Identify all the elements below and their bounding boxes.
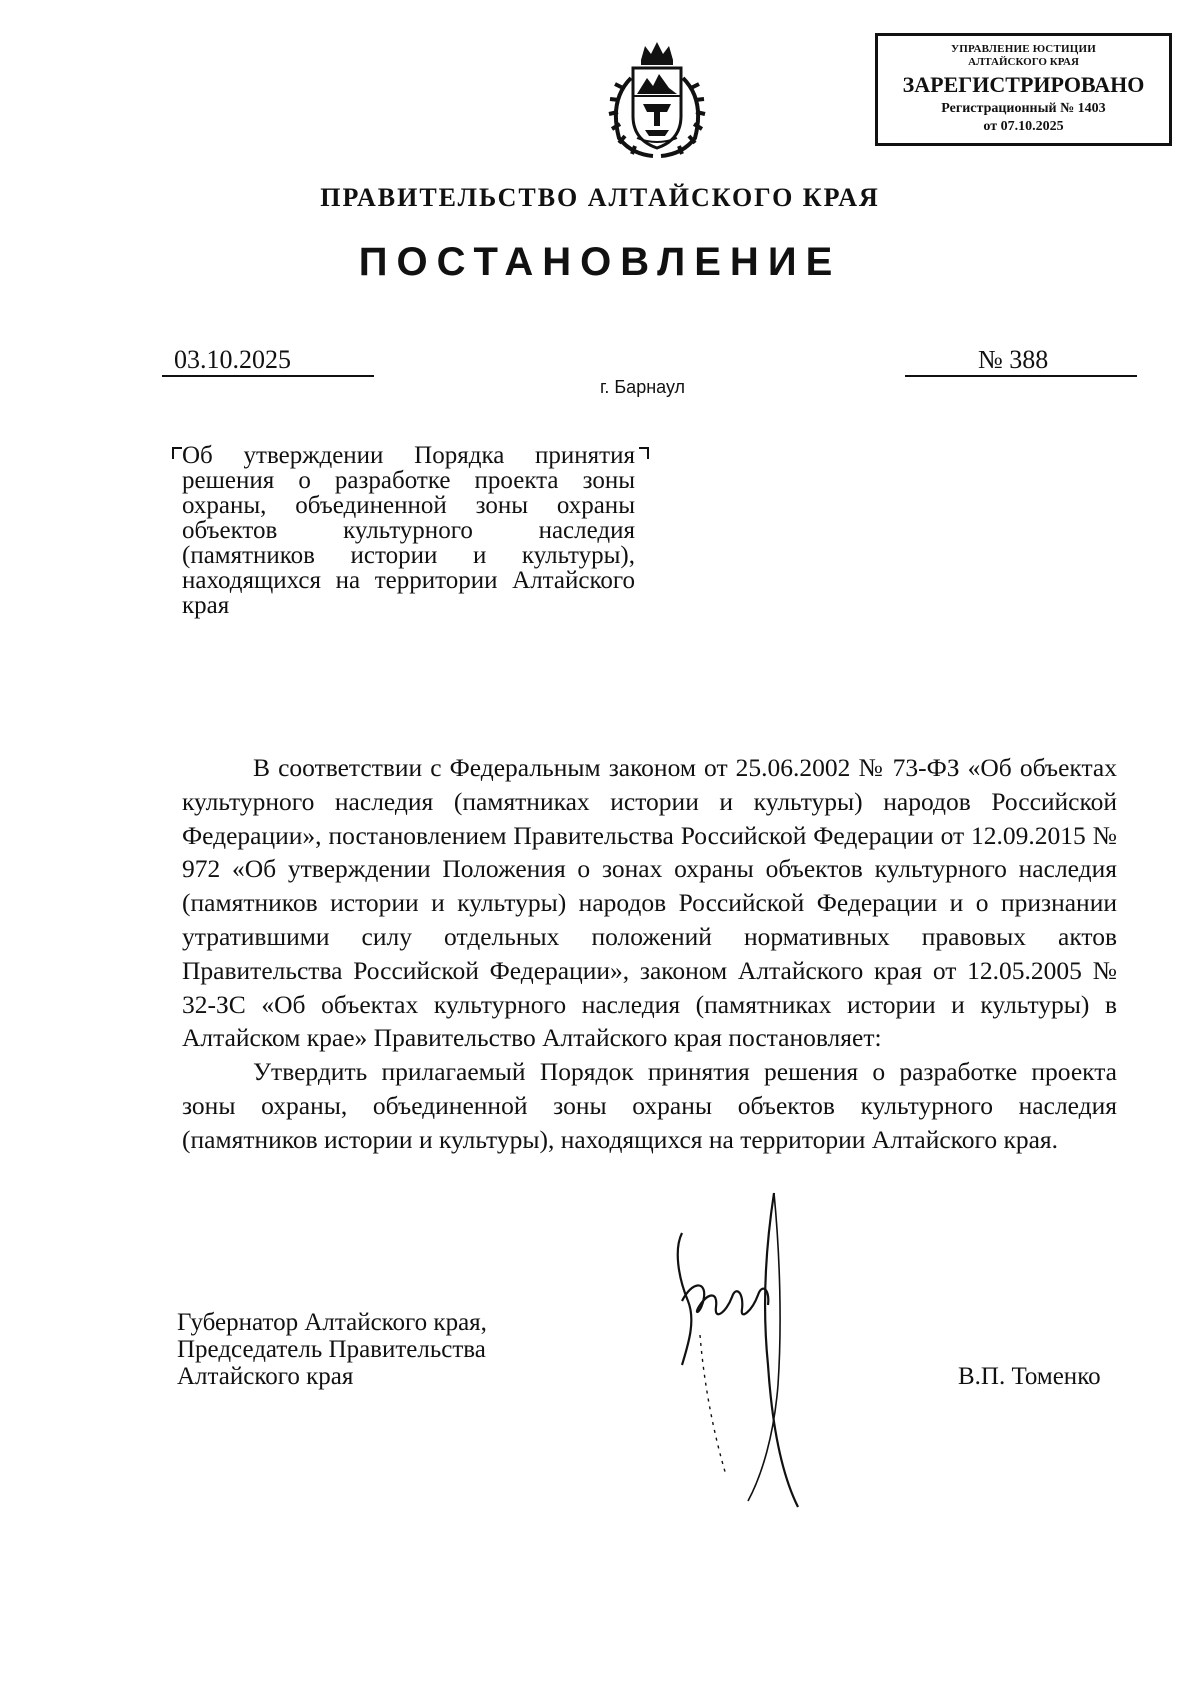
stamp-authority-line2: АЛТАЙСКОГО КРАЯ — [968, 56, 1079, 68]
body-paragraph-resolution: Утвердить прилагаемый Порядок принятия решения о разработке проекта зоны охраны, объединенной зоны охраны объектов культурного наследия (памятников истории и культуры), находящихся на территории Алтайского края. — [182, 1057, 1117, 1154]
subject-bracket-right — [639, 447, 649, 459]
document-type-title: ПОСТАНОВЛЕНИЕ — [358, 240, 842, 284]
document-body — [182, 751, 1117, 1157]
document-date: 03.10.2025 — [162, 345, 374, 377]
registration-stamp — [875, 33, 1172, 146]
subject-bracket-left — [172, 447, 182, 459]
signer-position: Губернатор Алтайского края, Председатель Правительства Алтайского края — [177, 1309, 487, 1390]
stamp-authority-line1: УПРАВЛЕНИЕ ЮСТИЦИИ — [950, 43, 1097, 55]
stamp-status: ЗАРЕГИСТРИРОВАНО — [902, 72, 1145, 97]
signer-name: В.П. Томенко — [958, 1363, 1101, 1390]
document-subject: Об утверждении Порядка принятия решения о разработке проекта зоны охраны, объединенной зоны охраны объектов культурного наследия (памятников истории и культуры), находящихся на территории Алтайского края — [182, 442, 635, 619]
stamp-registration-number: Регистрационный № 1403 — [941, 101, 1106, 116]
organization-title: ПРАВИТЕЛЬСТВО АЛТАЙСКОГО КРАЯ — [320, 183, 880, 212]
document-number: № 388 — [905, 345, 1137, 377]
stamp-date: от 07.10.2025 — [983, 119, 1064, 134]
coat-of-arms-icon — [601, 38, 713, 162]
handwritten-signature-icon — [670, 1185, 880, 1515]
body-paragraph-legal-basis: В соответствии с Федеральным законом от 25.06.2002 № 73-ФЗ «Об объектах культурного наследия (памятниках истории и культуры) народов Российской Федерации», постановлением Правительства Российской Федерации от 12.09.2015 № 972 «Об утверждении Положения о зонах охраны объектов культурного наследия (памятников истории и культуры) народов Российской Федерации и о признании утратившими силу отдельных положений нормативных правовых актов Правительства Российской Федерации», законом Алтайского края от 12.05.2005 № 32-ЗС «Об объектах культурного наследия (памятниках истории и культуры) в Алтайском крае» Правительство Алтайского края постановляет: — [182, 753, 1117, 1053]
document-city: г. Барнаул — [600, 377, 686, 397]
